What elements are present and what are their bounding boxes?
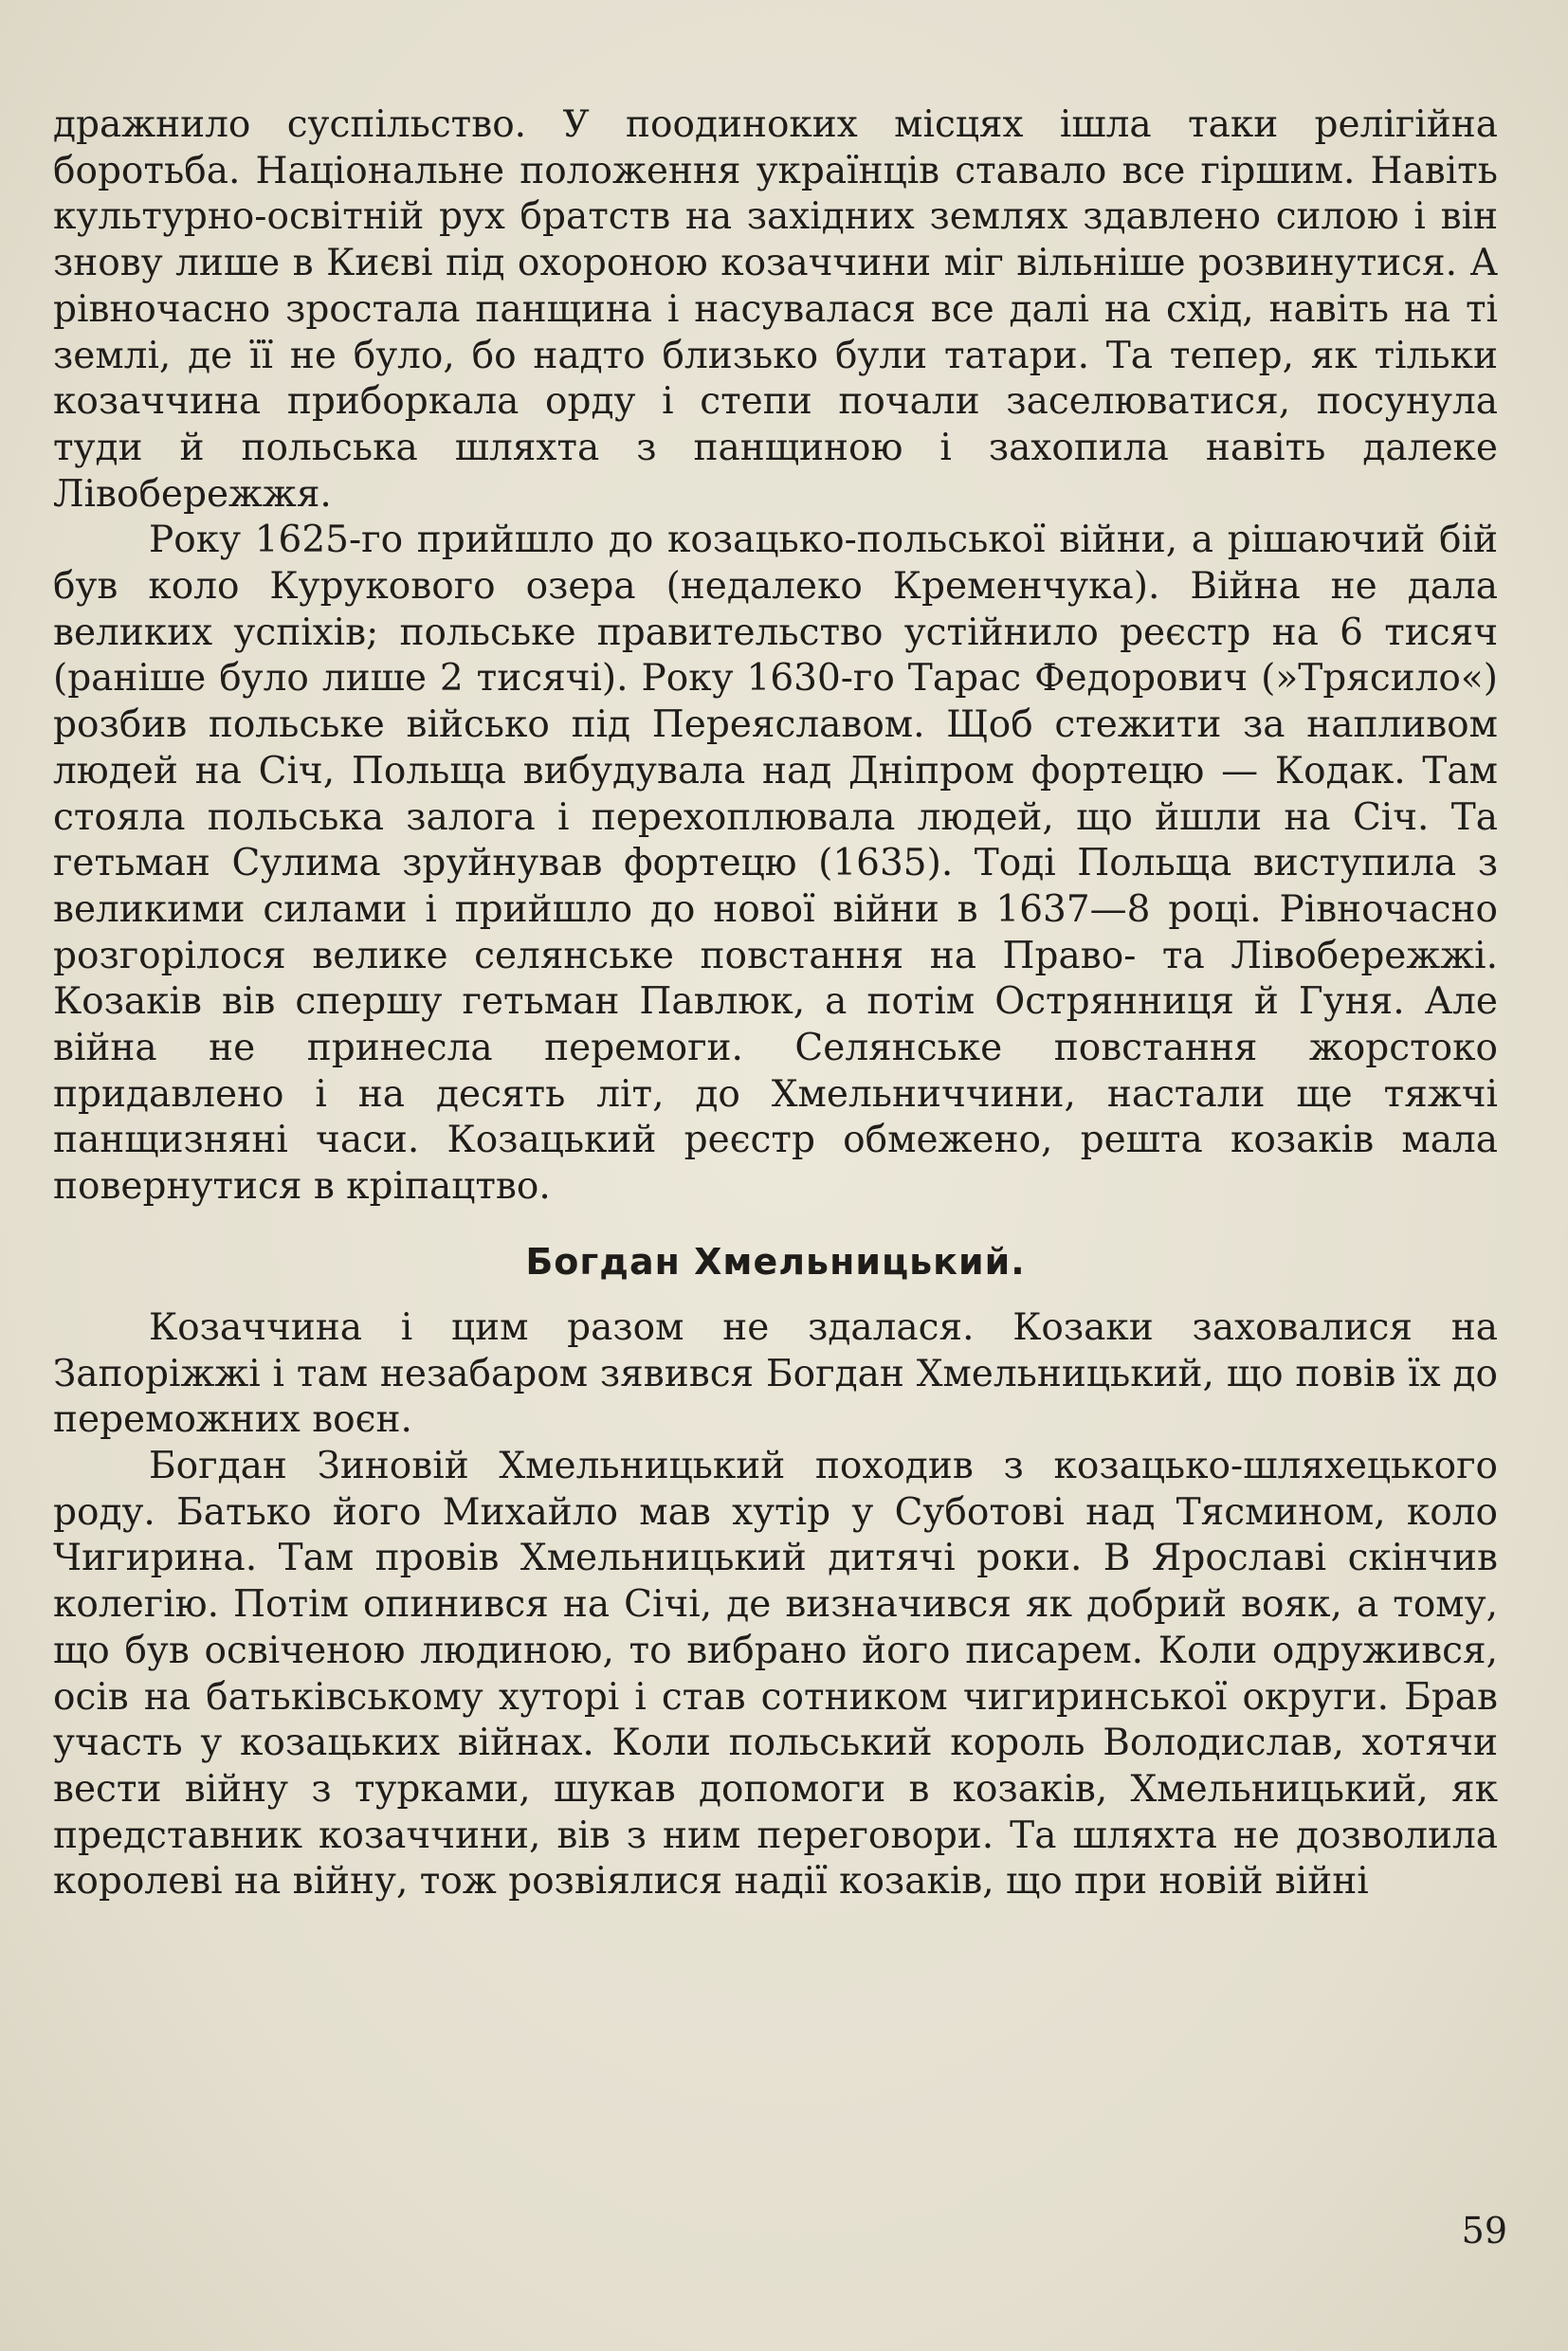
paragraph-cossack-war: Року 1625-го прийшло до козацько-польської війни, а рішаючий бій був коло Курукового озера (недалеко Кременчука). Війна не дала великих успіхів; польське правительство устійнило реєстр на 6 тисяч (раніше було лише 2 тисячі). Року 1630-го Тарас Федорович (»Трясило«) розбив польське військо під Переяславом. Щоб стежити за напливом людей на Січ, Польща вибудувала над Дніпром фортецю — Кодак. Там стояла польська залога і перехоплювала людей, що йшли на Січ. Та гетьман Сулима зруйнував фортецю (1635). Тоді Польща виступила з великими силами і прийшло до нової війни в 1637—8 році. Рівночасно розгорілося велике селянське повстання на Право- та Лівобережжі. Козаків вів спершу гетьман Павлюк, а потім Острянниця й Гуня. Але війна не принесла перемоги. Селянське повстання жорстоко придавлено і на десять літ, до Хмельниччини, настали ще тяжчі панщизняні часи. Козацький реєстр обмежено, решта козаків мала повернутися в кріпацтво. [53,519,1498,1209]
page-body [53,102,1498,1905]
paragraph-khmelnytsky-bio: Богдан Зиновій Хмельницький походив з козацько-шляхецького роду. Батько його Михайло мав хутір у Суботові над Тясмином, коло Чигирина. Там провів Хмельницький дитячі роки. В Ярославі скінчив колегію. Потім опинився на Січі, де визначився як добрий вояк, а тому, що був освіченою людиною, то вибрано його писарем. Коли одружився, осів на батьківському хуторі і став сотником чигиринської округи. Брав участь у козацьких війнах. Коли польський король Володислав, хотячи вести війну з турками, шукав допомоги в козаків, Хмельницький, як представник козаччини, вів з ним переговори. Та шляхта не дозволила королеві на війну, тож розвіялися надії козаків, що при новій війні [53,1444,1498,1904]
paragraph-continued: дражнило суспільство. У поодиноких місцях ішла таки релігійна боротьба. Національне положення українців ставало все гіршим. Навіть культурно-освітній рух братств на західних землях здавлено силою і він знову лише в Києві під охороною козаччини міг вільніше розвинутися. А рівночасно зростала панщина і насувалася все далі на схід, навіть на ті землі, де її не було, бо надто близько були татари. Та тепер, як тільки козаччина приборкала орду і степи почали заселюватися, посунула туди й польська шляхта з панщиною і захопила навіть далеке Лівобережжя. [53,103,1498,516]
section-heading: Богдан Хмельницький. [525,1240,1026,1283]
paragraph-zaporizhzhia: Козаччина і цим разом не здалася. Козаки заховалися на Запоріжжі і там незабаром зявився Богдан Хмельницький, що повів їх до переможних воєн. [53,1305,1498,1442]
page-number: 59 [1461,2210,1507,2251]
